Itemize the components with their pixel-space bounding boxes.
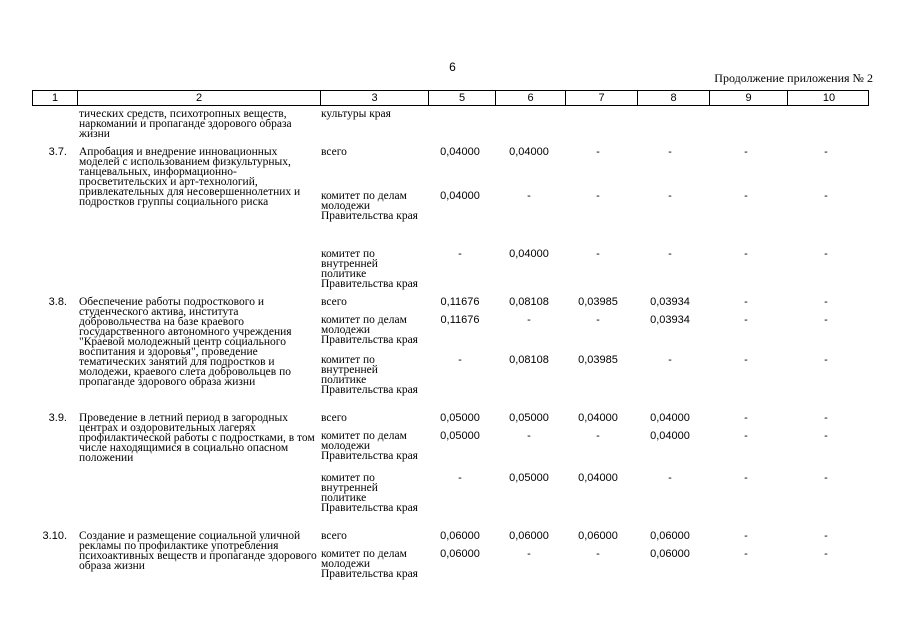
row-value: 0,03934 [650, 314, 690, 326]
row-value: 0,06000 [440, 548, 480, 560]
row-value: - [824, 354, 828, 366]
header-col-3: 3 [320, 91, 428, 105]
row-value: - [744, 472, 748, 484]
row-value: 0,04000 [440, 190, 480, 202]
row-value: 0,04000 [440, 146, 480, 158]
row-value: 0,11676 [440, 314, 480, 326]
row-value: - [824, 146, 828, 158]
row-value: - [668, 190, 672, 202]
page-number: 6 [449, 60, 456, 74]
row-value: 0,05000 [509, 412, 549, 424]
row-value: - [824, 296, 828, 308]
row-value: - [527, 430, 531, 442]
row-value: 0,04000 [509, 146, 549, 158]
row-description: Создание и размещение социальной уличной рекламы по профилактике употребления психоактивных веществ и пропаганде здорового образа жизни [79, 530, 317, 572]
row-value: - [744, 314, 748, 326]
row-executor: комитет по делам молодежи Правительства края [321, 314, 418, 346]
row-number: 3.7. [48, 146, 67, 158]
row-value: - [824, 412, 828, 424]
row-executor: комитет по делам молодежи Правительства края [321, 548, 418, 580]
row-value: 0,06000 [509, 530, 549, 542]
row-value: - [744, 296, 748, 308]
row-value: 0,05000 [440, 412, 480, 424]
row-value: 0,05000 [509, 472, 549, 484]
row-value: 0,04000 [650, 430, 690, 442]
row-executor: комитет по делам молодежи Правительства края [321, 190, 418, 222]
row-value: 0,11676 [440, 296, 480, 308]
row-value: - [668, 472, 672, 484]
row-continued-col3: культуры края [321, 108, 391, 120]
row-value: - [824, 530, 828, 542]
row-executor: всего [321, 296, 347, 308]
row-value: 0,08108 [509, 354, 549, 366]
row-value: - [596, 248, 600, 260]
row-value: - [744, 190, 748, 202]
row-value: - [824, 190, 828, 202]
row-value: - [744, 248, 748, 260]
row-number: 3.9. [48, 412, 67, 424]
row-executor: всего [321, 412, 347, 424]
row-executor: всего [321, 530, 347, 542]
header-col-8: 8 [637, 91, 709, 105]
header-col-5: 5 [428, 91, 495, 105]
row-value: - [527, 548, 531, 560]
row-value: - [668, 354, 672, 366]
row-executor: комитет по внутренней политике Правительства края [321, 248, 418, 290]
row-executor: всего [321, 146, 347, 158]
row-description: Проведение в летний период в загородных центрах и оздоровительных лагерях профилактической работы с подростками, в том числе находящимися в социально опасном положении [79, 412, 315, 464]
row-value: - [824, 472, 828, 484]
row-value: - [458, 354, 462, 366]
row-value: - [824, 430, 828, 442]
row-executor: комитет по делам молодежи Правительства края [321, 430, 418, 462]
table-header [32, 90, 869, 106]
row-value: 0,04000 [650, 412, 690, 424]
row-value: 0,06000 [440, 530, 480, 542]
header-col-10: 10 [787, 91, 870, 105]
row-description: Обеспечение работы подросткового и студенческого актива, института добровольчества на базе краевого государственного автономного учреждения "Краевой молодежный центр социального воспитания и здоровья", проведение тематических занятий для подростков и молодежи, краевого слета добровольцев по пропаганде здорового образа жизни [79, 296, 292, 388]
row-value: - [527, 190, 531, 202]
row-value: 0,06000 [650, 548, 690, 560]
row-value: - [596, 190, 600, 202]
row-value: - [596, 314, 600, 326]
row-value: - [744, 146, 748, 158]
row-value: - [744, 354, 748, 366]
row-value: - [458, 248, 462, 260]
row-value: - [744, 412, 748, 424]
row-executor: комитет по внутренней политике Правительства края [321, 472, 418, 514]
row-value: 0,05000 [440, 430, 480, 442]
row-value: - [824, 548, 828, 560]
header-col-1: 1 [51, 92, 59, 104]
row-value: 0,04000 [578, 412, 618, 424]
row-value: 0,04000 [509, 248, 549, 260]
row-value: - [824, 248, 828, 260]
row-value: 0,04000 [578, 472, 618, 484]
row-value: - [596, 548, 600, 560]
header-col-9: 9 [709, 91, 787, 105]
row-number: 3.10. [42, 530, 67, 542]
row-value: 0,03985 [578, 296, 618, 308]
row-value: - [824, 314, 828, 326]
row-value: - [596, 146, 600, 158]
row-value: - [458, 472, 462, 484]
row-executor: комитет по внутренней политике Правительства края [321, 354, 418, 396]
row-value: 0,03985 [578, 354, 618, 366]
row-description: Апробация и внедрение инновационных моделей с использованием физкультурных, танцевальных, информационно-просветительских и арт-технологий, привлекательных для несовершеннолетних и подростков группы социального риска [79, 146, 301, 208]
row-value: - [744, 548, 748, 560]
row-value: 0,03934 [650, 296, 690, 308]
header-col-7: 7 [565, 91, 637, 105]
header-col-6: 6 [495, 91, 565, 105]
row-value: - [668, 146, 672, 158]
header-col-2: 2 [77, 91, 320, 105]
row-value: - [744, 430, 748, 442]
row-continued-text: тических средств, психотропных веществ, наркомании и пропаганде здорового образа жизни [79, 108, 292, 140]
row-value: 0,08108 [509, 296, 549, 308]
row-value: - [527, 314, 531, 326]
continuation-label: Продолжение приложения № 2 [714, 71, 873, 85]
row-value: 0,06000 [650, 530, 690, 542]
row-number: 3.8. [48, 296, 67, 308]
row-value: - [668, 248, 672, 260]
row-value: 0,06000 [578, 530, 618, 542]
row-value: - [744, 530, 748, 542]
row-value: - [596, 430, 600, 442]
